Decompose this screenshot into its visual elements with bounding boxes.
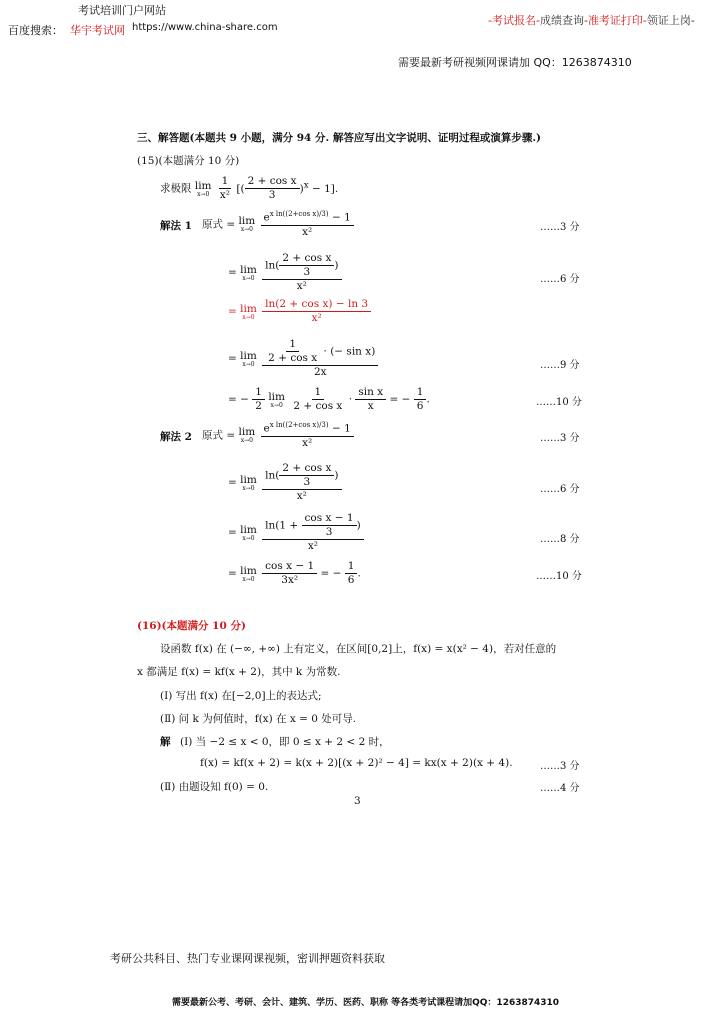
method1-step1: 原式 = lim x→0 $\frac{e^{x ln((2+cos x)/3)} - 1}{\text{x²}}$: [202, 210, 354, 239]
fraction: ln( $\frac{\text{2 + cos x}}{3}$ ) x²: [262, 462, 341, 503]
limit-symbol: lim x→0: [194, 179, 212, 198]
method2-step4: = lim x→0 $\frac{\text{cos x − 1}}{\text{3x²}}$ = − $\frac{1}{6}$ .: [228, 560, 361, 587]
score-q16-2: ……4 分: [540, 783, 580, 794]
method1-step5: = − $\frac{1}{2}$ lim x→0 $\frac{1}{\text{2 + cos x}}$ · $\frac{\text{sin x}}{x}$ = − $\frac{1}{6}$ .: [228, 386, 430, 413]
method1-step3: = lim x→0 $\frac{\text{ln(2 + cos x) − ln 3}}{\text{x²}}$: [228, 298, 371, 325]
fraction: ln(1 + $\frac{\text{cos x − 1}}{3}$ ) x²: [262, 512, 364, 553]
score-q16-1: ……3 分: [540, 761, 580, 772]
section-heading: 三、解答题(本题共 9 小题，满分 94 分. 解答应写出文字说明、证明过程或演算步骤.): [137, 132, 541, 144]
method2-step2: = lim x→0 ln( $\frac{\text{2 + cos x}}{3}$ ) x²: [228, 462, 342, 503]
nav-exam-registration[interactable]: -考试报名-: [488, 14, 540, 27]
score-m1-2: ……6 分: [540, 274, 580, 285]
q16-solution-label: 解: [160, 736, 171, 748]
qq-note: 需要最新考研视频网课请加 QQ：1263874310: [398, 56, 632, 69]
score-m2-1: ……3 分: [540, 433, 580, 444]
top-nav: [488, 12, 695, 28]
fraction: $\frac{\text{ln(2 + cos x) − ln 3}}{\text{x²}}$: [262, 298, 371, 325]
q15-title: (15)(本题满分 10 分): [137, 155, 240, 167]
page-number: 3: [354, 795, 361, 807]
brand-link[interactable]: 华宇考试网: [70, 24, 125, 37]
score-m1-4: ……10 分: [536, 397, 582, 408]
yuanshi-label: 原式: [202, 218, 223, 231]
method2-step1: 原式 = lim x→0 $\frac{e^{x ln((2+cos x)/3)} - 1}{\text{x²}}$: [202, 421, 354, 450]
limit-symbol: lim x→0: [268, 390, 285, 409]
footer-line2: 需要最新公考、考研、会计、建筑、学历、医药、职称 等各类考试课程请加QQ：1263874310: [172, 998, 560, 1008]
nav-admission-ticket[interactable]: 准考证打印-: [587, 14, 647, 27]
score-m1-1: ……3 分: [540, 222, 580, 233]
score-m1-3: ……9 分: [540, 360, 580, 371]
method1-step2: = lim x→0 ln( $\frac{\text{2 + cos x}}{3}$ ) x²: [228, 252, 342, 293]
limit-symbol: lim x→0: [240, 473, 257, 492]
limit-symbol: lim x→0: [238, 215, 256, 234]
fraction: ln( $\frac{\text{2 + cos x}}{3}$ ) x²: [262, 252, 341, 293]
site-url-link[interactable]: https://www.china-share.com: [132, 22, 278, 33]
score-m2-3: ……8 分: [540, 534, 580, 545]
method2-step3: = lim x→0 ln(1 + $\frac{\text{cos x − 1}}{3}$ ) x²: [228, 512, 364, 553]
fraction: $\frac{e^{x ln((2+cos x)/3)} - 1}{\text{x²}}$: [261, 210, 354, 239]
footer-line1: 考研公共科目、热门专业课网课视频，密训押题资料获取: [110, 952, 385, 965]
expression: [( $\frac{\text{2 + cos x}}{3}$ )$^x$ − 1].: [236, 175, 339, 202]
limit-symbol: lim x→0: [240, 349, 257, 368]
q16-line2: x 都满足 f(x) = kf(x + 2)，其中 k 为常数.: [137, 666, 341, 678]
q15-prompt: [160, 175, 338, 202]
score-m2-2: ……6 分: [540, 484, 580, 495]
q16-line1: 设函数 f(x) 在 (−∞, +∞) 上有定义，在区间[0,2]上，f(x) = x(x² − 4)，若对任意的: [160, 643, 557, 655]
nav-certificate[interactable]: 领证上岗-: [646, 14, 695, 27]
q16-solution1-equation: f(x) = kf(x + 2) = k(x + 2)[(x + 2)² − 4] = kx(x + 2)(x + 4).: [200, 757, 513, 769]
q16-title: (16)(本题满分 10 分): [137, 620, 246, 632]
limit-symbol: lim x→0: [240, 302, 257, 321]
baidu-search-label: 百度搜索：: [8, 24, 63, 37]
nav-score-query[interactable]: 成绩查询-: [539, 14, 588, 27]
fraction: $\frac{1}{\text{x²}}$: [219, 175, 231, 202]
method1-label: 解法 1: [160, 220, 192, 232]
method1-step4: = lim x→0 $\frac{1}{\text{2 + cos x}}$ · (− sin x) 2x: [228, 338, 378, 379]
method2-label: 解法 2: [160, 431, 192, 443]
fraction: $\frac{e^{x ln((2+cos x)/3)} - 1}{\text{x²}}$: [261, 421, 354, 450]
q16-part2: (Ⅱ) 问 k 为何值时，f(x) 在 x = 0 处可导.: [160, 713, 357, 725]
q16-solution1: (Ⅰ) 当 −2 ≤ x < 0，即 0 ≤ x + 2 < 2 时，: [180, 736, 390, 748]
score-m2-4: ……10 分: [536, 571, 582, 582]
limit-symbol: lim x→0: [240, 564, 257, 583]
limit-symbol: lim x→0: [238, 426, 256, 445]
site-title: 考试培训门户网站: [78, 4, 166, 17]
q15-prompt-prefix: 求极限: [160, 182, 192, 195]
fraction: $\frac{1}{\text{2 + cos x}}$ · (− sin x) 2x: [262, 338, 378, 379]
limit-symbol: lim x→0: [240, 263, 257, 282]
yuanshi-label: 原式: [202, 429, 223, 442]
limit-symbol: lim x→0: [240, 523, 257, 542]
q16-solution2: (Ⅱ) 由题设知 f(0) = 0.: [160, 781, 269, 793]
q16-part1: (Ⅰ) 写出 f(x) 在[−2,0]上的表达式;: [160, 690, 322, 702]
